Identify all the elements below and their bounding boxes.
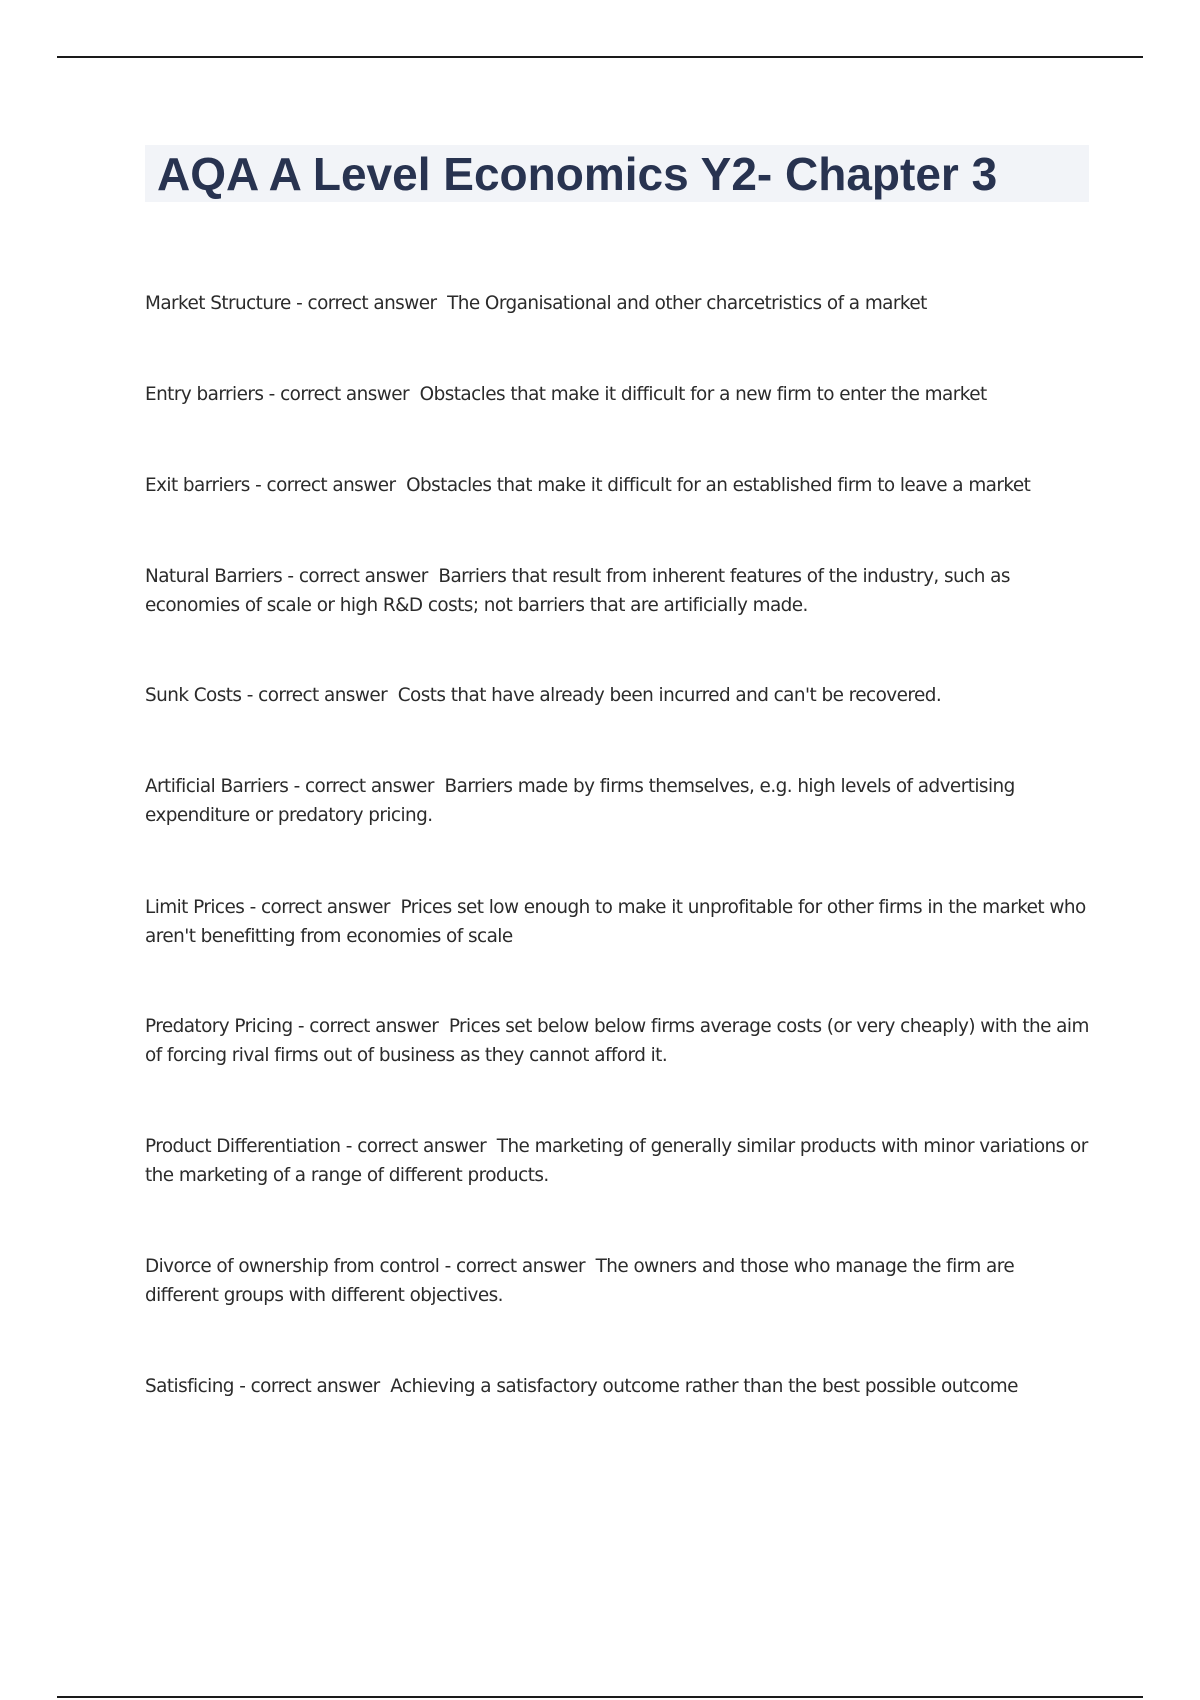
entry-label: correct answer [298,566,428,587]
flashcard-entry: Market Structure - correct answer The Organisational and other charcetristics of a market [145,293,927,314]
entry-definition: Barriers that result from inherent features of the industry, such as economies of scale or high R&D costs; not barriers that are artificially made. [145,566,1010,616]
entry-label: correct answer [304,776,434,797]
flashcard-entry: Natural Barriers - correct answer Barriers that result from inherent features of the industry, such as economies of scale or high R&D costs; not barriers that are artificially made. [145,566,1010,616]
entry-definition: The owners and those who manage the firm are different groups with different objectives. [145,1256,1015,1306]
entry-definition: Barriers made by firms themselves, e.g. high levels of advertising expenditure or predatory pricing. [145,776,1015,826]
bottom-rule [57,1696,1143,1698]
entry-label: correct answer [250,1376,380,1397]
entry-definition: The marketing of generally similar products with minor variations or the marketing of a range of different products. [145,1136,1088,1186]
entry-label: correct answer [280,384,410,405]
entry-term: Sunk Costs [145,685,242,706]
entry-definition: Prices set low enough to make it unprofitable for other firms in the market who aren't benefitting from economies of scale [145,897,1086,947]
flashcard-entry: Exit barriers - correct answer Obstacles that make it difficult for an established firm to leave a market [145,475,1031,496]
flashcard-entry: Predatory Pricing - correct answer Prices set below below firms average costs (or very cheaply) with the aim of forcing rival firms out of business as they cannot afford it. [145,1016,1089,1066]
entry-definition: Obstacles that make it difficult for a new firm to enter the market [419,384,987,405]
flashcard-entry: Satisficing - correct answer Achieving a satisfactory outcome rather than the best possible outcome [145,1376,1018,1397]
entry-definition: Prices set below below firms average costs (or very cheaply) with the aim of forcing rival firms out of business as they cannot afford it. [145,1016,1089,1066]
page-title: AQA A Level Economics Y2- Chapter 3 [157,148,998,200]
entry-term: Natural Barriers [145,566,283,587]
entry-term: Predatory Pricing [145,1016,293,1037]
flashcard-entry: Product Differentiation - correct answer The marketing of generally similar products with minor variations or the marketing of a range of different products. [145,1136,1088,1186]
entry-term: Market Structure [145,293,291,314]
flashcard-entry: Divorce of ownership from control - correct answer The owners and those who manage the firm are different groups with different objectives. [145,1256,1015,1306]
entry-definition: Costs that have already been incurred and can't be recovered. [397,685,942,706]
entry-definition: Obstacles that make it difficult for an established firm to leave a market [406,475,1031,496]
entry-label: correct answer [309,1016,439,1037]
entry-term: Artificial Barriers [145,776,289,797]
entry-label: correct answer [357,1136,487,1157]
flashcard-entry: Sunk Costs - correct answer Costs that have already been incurred and can't be recovered. [145,685,942,706]
top-rule [57,56,1143,58]
entry-label: correct answer [258,685,388,706]
entry-definition: Achieving a satisfactory outcome rather than the best possible outcome [390,1376,1018,1397]
entry-definition: The Organisational and other charcetristics of a market [447,293,927,314]
flashcard-entry: Entry barriers - correct answer Obstacles that make it difficult for a new firm to enter the market [145,384,987,405]
entry-label: correct answer [260,897,390,918]
entry-label: correct answer [307,293,437,314]
entry-term: Limit Prices [145,897,245,918]
entry-term: Entry barriers [145,384,264,405]
entry-label: correct answer [456,1256,585,1277]
flashcard-entry: Limit Prices - correct answer Prices set low enough to make it unprofitable for other firms in the market who aren't benefitting from economies of scale [145,897,1086,947]
entry-label: correct answer [266,475,396,496]
entry-term: Satisficing [145,1376,234,1397]
flashcard-entry: Artificial Barriers - correct answer Barriers made by firms themselves, e.g. high levels of advertising expenditure or predatory pricing. [145,776,1015,826]
entry-term: Exit barriers [145,475,250,496]
entry-term: Product Differentiation [145,1136,341,1157]
entry-term: Divorce of ownership from control [145,1256,440,1277]
